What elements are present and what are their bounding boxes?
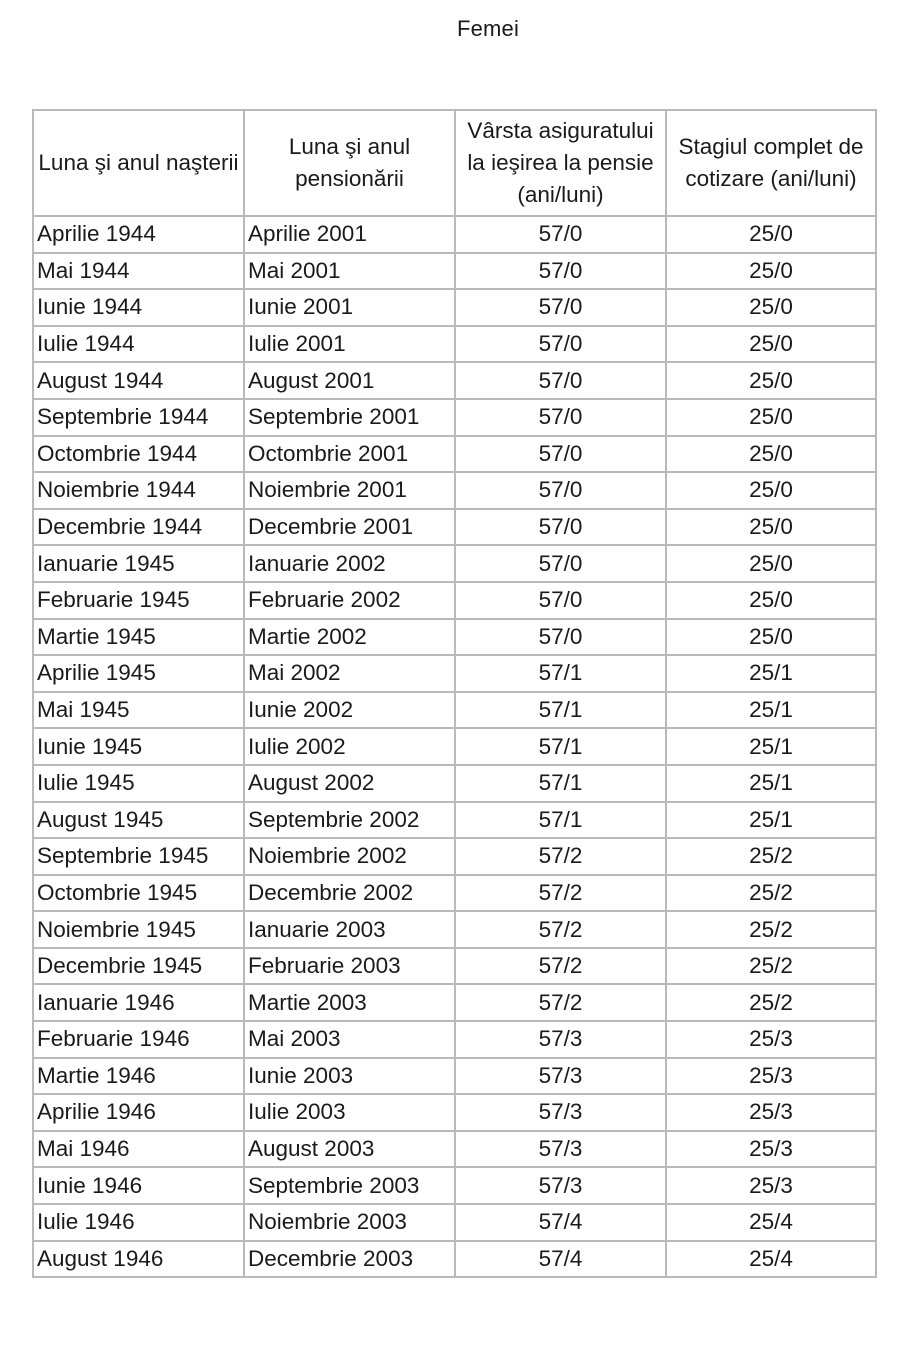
birth-cell: Mai 1944 (33, 253, 244, 290)
age-cell: 57/1 (455, 692, 666, 729)
birth-cell: Iulie 1945 (33, 765, 244, 802)
retirement-cell: Martie 2002 (244, 619, 455, 656)
birth-cell: Iunie 1945 (33, 728, 244, 765)
retirement-cell: Septembrie 2002 (244, 802, 455, 839)
table-row (33, 802, 876, 839)
birth-cell: Octombrie 1944 (33, 436, 244, 473)
birth-cell: Mai 1946 (33, 1131, 244, 1168)
header-birth-month-year: Luna şi anul naşterii (33, 110, 244, 216)
birth-cell: August 1946 (33, 1241, 244, 1278)
table-row (33, 509, 876, 546)
contribution-cell: 25/2 (666, 911, 876, 948)
birth-cell: Noiembrie 1945 (33, 911, 244, 948)
table-row (33, 1094, 876, 1131)
birth-cell: Ianuarie 1945 (33, 545, 244, 582)
retirement-cell: Noiembrie 2002 (244, 838, 455, 875)
table-row (33, 728, 876, 765)
age-cell: 57/3 (455, 1021, 666, 1058)
retirement-cell: August 2001 (244, 362, 455, 399)
contribution-cell: 25/0 (666, 289, 876, 326)
table-row (33, 984, 876, 1021)
contribution-cell: 25/3 (666, 1131, 876, 1168)
retirement-cell: Octombrie 2001 (244, 436, 455, 473)
table-row (33, 582, 876, 619)
age-cell: 57/0 (455, 436, 666, 473)
contribution-cell: 25/0 (666, 399, 876, 436)
retirement-cell: Ianuarie 2002 (244, 545, 455, 582)
contribution-cell: 25/4 (666, 1241, 876, 1278)
birth-cell: Iunie 1946 (33, 1167, 244, 1204)
retirement-cell: Septembrie 2001 (244, 399, 455, 436)
retirement-cell: Mai 2003 (244, 1021, 455, 1058)
table-row (33, 1167, 876, 1204)
age-cell: 57/3 (455, 1167, 666, 1204)
contribution-cell: 25/3 (666, 1058, 876, 1095)
retirement-cell: Ianuarie 2003 (244, 911, 455, 948)
retirement-cell: August 2002 (244, 765, 455, 802)
birth-cell: Martie 1946 (33, 1058, 244, 1095)
retirement-cell: August 2003 (244, 1131, 455, 1168)
table-row (33, 1021, 876, 1058)
birth-cell: Noiembrie 1944 (33, 472, 244, 509)
table-row (33, 1058, 876, 1095)
table-body (33, 216, 876, 1277)
age-cell: 57/2 (455, 984, 666, 1021)
contribution-cell: 25/2 (666, 875, 876, 912)
table-row (33, 875, 876, 912)
age-cell: 57/1 (455, 802, 666, 839)
table-row (33, 765, 876, 802)
birth-cell: Decembrie 1944 (33, 509, 244, 546)
age-cell: 57/2 (455, 838, 666, 875)
table-row (33, 289, 876, 326)
contribution-cell: 25/0 (666, 216, 876, 253)
age-cell: 57/3 (455, 1058, 666, 1095)
contribution-cell: 25/0 (666, 509, 876, 546)
retirement-cell: Iulie 2002 (244, 728, 455, 765)
contribution-cell: 25/0 (666, 253, 876, 290)
table-row (33, 1204, 876, 1241)
retirement-cell: Februarie 2002 (244, 582, 455, 619)
age-cell: 57/0 (455, 289, 666, 326)
birth-cell: August 1945 (33, 802, 244, 839)
contribution-cell: 25/1 (666, 802, 876, 839)
age-cell: 57/3 (455, 1131, 666, 1168)
age-cell: 57/2 (455, 948, 666, 985)
birth-cell: Aprilie 1945 (33, 655, 244, 692)
birth-cell: Ianuarie 1946 (33, 984, 244, 1021)
age-cell: 57/0 (455, 362, 666, 399)
retirement-cell: Iulie 2001 (244, 326, 455, 363)
retirement-cell: Decembrie 2001 (244, 509, 455, 546)
retirement-cell: Noiembrie 2003 (244, 1204, 455, 1241)
contribution-cell: 25/2 (666, 948, 876, 985)
age-cell: 57/0 (455, 582, 666, 619)
retirement-cell: Aprilie 2001 (244, 216, 455, 253)
birth-cell: Iulie 1946 (33, 1204, 244, 1241)
contribution-cell: 25/0 (666, 582, 876, 619)
retirement-cell: Noiembrie 2001 (244, 472, 455, 509)
table-header-row (33, 110, 876, 216)
page-title: Femei (456, 16, 520, 41)
age-cell: 57/4 (455, 1204, 666, 1241)
birth-cell: Decembrie 1945 (33, 948, 244, 985)
table-row (33, 655, 876, 692)
birth-cell: Septembrie 1944 (33, 399, 244, 436)
birth-cell: Mai 1945 (33, 692, 244, 729)
birth-cell: Martie 1945 (33, 619, 244, 656)
birth-cell: Aprilie 1944 (33, 216, 244, 253)
age-cell: 57/3 (455, 1094, 666, 1131)
birth-cell: Septembrie 1945 (33, 838, 244, 875)
header-contribution-period: Stagiul complet de cotizare (ani/luni) (666, 110, 876, 216)
age-cell: 57/1 (455, 728, 666, 765)
age-cell: 57/0 (455, 326, 666, 363)
age-cell: 57/0 (455, 545, 666, 582)
retirement-cell: Martie 2003 (244, 984, 455, 1021)
table-row (33, 692, 876, 729)
contribution-cell: 25/3 (666, 1167, 876, 1204)
retirement-cell: Iulie 2003 (244, 1094, 455, 1131)
contribution-cell: 25/2 (666, 838, 876, 875)
table-row (33, 216, 876, 253)
retirement-cell: Mai 2001 (244, 253, 455, 290)
table-row (33, 472, 876, 509)
retirement-cell: Iunie 2001 (244, 289, 455, 326)
contribution-cell: 25/4 (666, 1204, 876, 1241)
header-retirement-age: Vârsta asiguratului la ieşirea la pensie (ani/luni) (455, 110, 666, 216)
age-cell: 57/0 (455, 216, 666, 253)
age-cell: 57/1 (455, 655, 666, 692)
table-row (33, 326, 876, 363)
birth-cell: Februarie 1945 (33, 582, 244, 619)
age-cell: 57/4 (455, 1241, 666, 1278)
retirement-cell: Iunie 2002 (244, 692, 455, 729)
table-row (33, 1131, 876, 1168)
table-row (33, 948, 876, 985)
table-row (33, 619, 876, 656)
age-cell: 57/0 (455, 253, 666, 290)
contribution-cell: 25/0 (666, 362, 876, 399)
contribution-cell: 25/1 (666, 728, 876, 765)
birth-cell: August 1944 (33, 362, 244, 399)
age-cell: 57/1 (455, 765, 666, 802)
table-row (33, 1241, 876, 1278)
age-cell: 57/0 (455, 619, 666, 656)
retirement-cell: Mai 2002 (244, 655, 455, 692)
contribution-cell: 25/0 (666, 436, 876, 473)
contribution-cell: 25/0 (666, 326, 876, 363)
age-cell: 57/0 (455, 399, 666, 436)
age-cell: 57/0 (455, 509, 666, 546)
contribution-cell: 25/3 (666, 1021, 876, 1058)
retirement-cell: Iunie 2003 (244, 1058, 455, 1095)
age-cell: 57/2 (455, 911, 666, 948)
contribution-cell: 25/1 (666, 655, 876, 692)
header-retirement-month-year: Luna şi anul pensionării (244, 110, 455, 216)
birth-cell: Aprilie 1946 (33, 1094, 244, 1131)
retirement-cell: Februarie 2003 (244, 948, 455, 985)
contribution-cell: 25/3 (666, 1094, 876, 1131)
birth-cell: Iulie 1944 (33, 326, 244, 363)
contribution-cell: 25/1 (666, 692, 876, 729)
age-cell: 57/0 (455, 472, 666, 509)
retirement-cell: Decembrie 2002 (244, 875, 455, 912)
contribution-cell: 25/0 (666, 472, 876, 509)
table-row (33, 362, 876, 399)
pension-table (32, 109, 877, 1278)
contribution-cell: 25/1 (666, 765, 876, 802)
birth-cell: Octombrie 1945 (33, 875, 244, 912)
table-row (33, 436, 876, 473)
birth-cell: Februarie 1946 (33, 1021, 244, 1058)
retirement-cell: Decembrie 2003 (244, 1241, 455, 1278)
contribution-cell: 25/0 (666, 545, 876, 582)
table-row (33, 911, 876, 948)
table-row (33, 399, 876, 436)
age-cell: 57/2 (455, 875, 666, 912)
contribution-cell: 25/2 (666, 984, 876, 1021)
birth-cell: Iunie 1944 (33, 289, 244, 326)
table-row (33, 838, 876, 875)
contribution-cell: 25/0 (666, 619, 876, 656)
retirement-cell: Septembrie 2003 (244, 1167, 455, 1204)
table-row (33, 545, 876, 582)
table-row (33, 253, 876, 290)
